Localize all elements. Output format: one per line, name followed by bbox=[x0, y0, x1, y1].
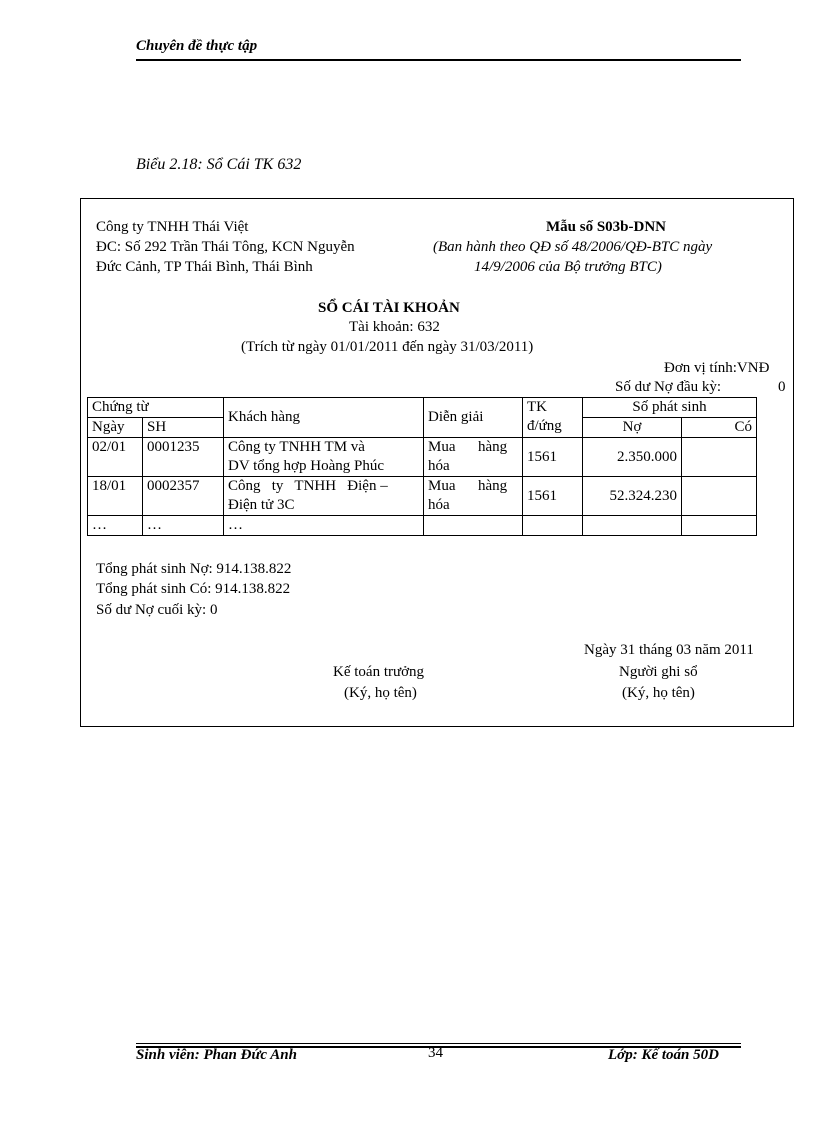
ledger-table bbox=[87, 397, 757, 536]
header-debit: Nợ bbox=[583, 418, 682, 438]
footer-student: Sinh viên: Phan Đức Anh bbox=[136, 1047, 297, 1063]
cell-empty bbox=[424, 516, 523, 536]
total-debit: Tổng phát sinh Nợ: 914.138.822 bbox=[96, 561, 292, 577]
recorder-note: (Ký, họ tên) bbox=[622, 685, 695, 701]
cell-description-line2: hóa bbox=[428, 497, 450, 513]
cell-date: 02/01 bbox=[88, 438, 143, 477]
cell-customer bbox=[224, 477, 424, 516]
cell-description-line2: hóa bbox=[428, 458, 450, 474]
header-contra-line2: đ/ứng bbox=[527, 418, 562, 434]
opening-balance-value: 0 bbox=[778, 379, 786, 395]
cell-customer-line2: DV tổng hợp Hoàng Phúc bbox=[228, 458, 384, 474]
cell-description-line1: Mua hàng bbox=[428, 478, 508, 494]
header-contra-account bbox=[523, 398, 583, 438]
cell-customer-line1: Công ty TNHH Điện – bbox=[228, 478, 388, 494]
header-amount: Số phát sinh bbox=[583, 398, 757, 418]
cell-empty bbox=[682, 516, 757, 536]
header-date: Ngày bbox=[88, 418, 143, 438]
cell-ellipsis: … bbox=[88, 516, 143, 536]
cell-date: 18/01 bbox=[88, 477, 143, 516]
company-name: Công ty TNHH Thái Việt bbox=[96, 219, 249, 235]
header-description: Diễn giải bbox=[424, 398, 523, 438]
cell-ellipsis: … bbox=[224, 516, 424, 536]
cell-credit bbox=[682, 438, 757, 477]
company-address-line1: ĐC: Số 292 Trần Thái Tông, KCN Nguyễn bbox=[96, 239, 355, 255]
company-address-line2: Đức Cảnh, TP Thái Bình, Thái Bình bbox=[96, 259, 313, 275]
cell-ellipsis: … bbox=[143, 516, 224, 536]
ledger-account: Tài khoản: 632 bbox=[349, 319, 440, 335]
header-credit: Có bbox=[682, 418, 757, 438]
cell-empty bbox=[583, 516, 682, 536]
cell-number: 0001235 bbox=[143, 438, 224, 477]
recorder-title: Người ghi sổ bbox=[619, 664, 698, 680]
currency-unit: Đơn vị tính:VNĐ bbox=[664, 360, 770, 376]
chief-accountant-title: Kế toán trưởng bbox=[333, 664, 425, 680]
cell-contra: 1561 bbox=[523, 438, 583, 477]
form-code: Mẫu số S03b-DNN bbox=[546, 219, 667, 235]
table-row-ellipsis bbox=[88, 516, 757, 536]
page-header-title: Chuyên đề thực tập bbox=[136, 38, 258, 54]
cell-contra: 1561 bbox=[523, 477, 583, 516]
cell-description bbox=[424, 438, 523, 477]
table-row bbox=[88, 477, 757, 516]
header-voucher: Chứng từ bbox=[88, 398, 224, 418]
cell-description-line1: Mua hàng bbox=[428, 439, 508, 455]
cell-debit: 52.324.230 bbox=[583, 477, 682, 516]
opening-balance-label: Số dư Nợ đầu kỳ: bbox=[615, 379, 722, 395]
cell-description bbox=[424, 477, 523, 516]
header-divider bbox=[136, 59, 741, 61]
header-number: SH bbox=[143, 418, 224, 438]
table-row bbox=[88, 438, 757, 477]
total-credit: Tổng phát sinh Có: 914.138.822 bbox=[96, 581, 291, 597]
figure-caption: Biểu 2.18: Sổ Cái TK 632 bbox=[136, 156, 302, 173]
page-number: 34 bbox=[428, 1045, 443, 1061]
ledger-title: SỔ CÁI TÀI KHOẢN bbox=[318, 300, 460, 316]
ledger-period: (Trích từ ngày 01/01/2011 đến ngày 31/03/2011) bbox=[241, 339, 534, 355]
signature-date: Ngày 31 tháng 03 năm 2011 bbox=[584, 642, 754, 658]
cell-empty bbox=[523, 516, 583, 536]
cell-customer-line1: Công ty TNHH TM và bbox=[228, 439, 365, 455]
form-note-line1: (Ban hành theo QĐ số 48/2006/QĐ-BTC ngày bbox=[433, 239, 713, 255]
header-customer: Khách hàng bbox=[224, 398, 424, 438]
cell-number: 0002357 bbox=[143, 477, 224, 516]
form-note-line2: 14/9/2006 của Bộ trưởng BTC) bbox=[474, 259, 662, 275]
closing-balance: Số dư Nợ cuối kỳ: 0 bbox=[96, 602, 218, 618]
chief-accountant-note: (Ký, họ tên) bbox=[344, 685, 417, 701]
cell-customer bbox=[224, 438, 424, 477]
cell-credit bbox=[682, 477, 757, 516]
ledger-form bbox=[80, 198, 794, 727]
header-contra-line1: TK bbox=[527, 399, 547, 415]
footer-divider-thin bbox=[136, 1043, 741, 1044]
cell-debit: 2.350.000 bbox=[583, 438, 682, 477]
footer-class: Lớp: Kế toán 50D bbox=[608, 1047, 719, 1063]
cell-customer-line2: Điện tử 3C bbox=[228, 497, 295, 513]
